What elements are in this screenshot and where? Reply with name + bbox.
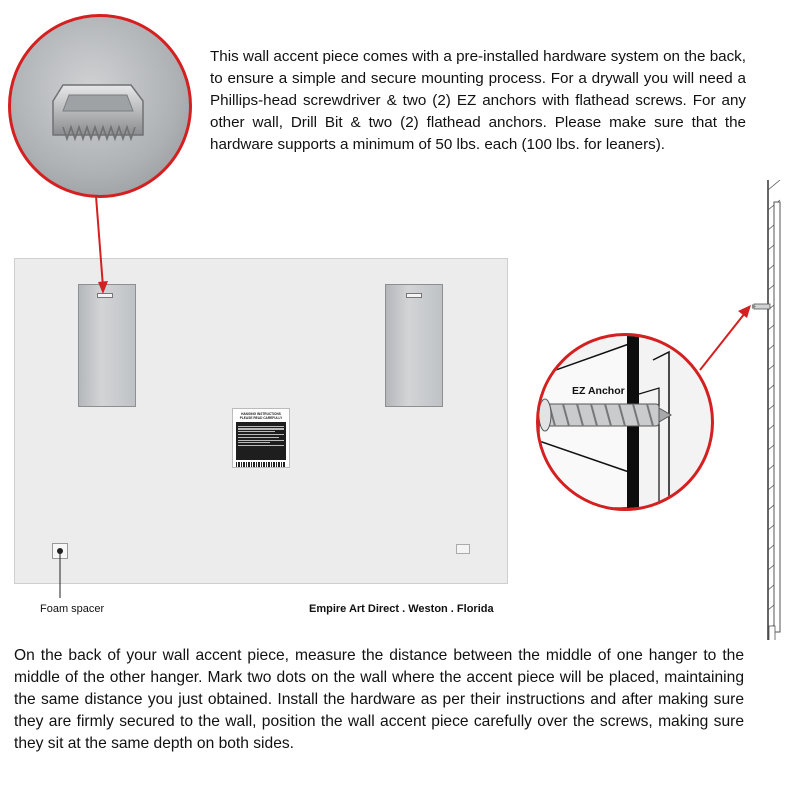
intro-paragraph: This wall accent piece comes with a pre-installed hardware system on the back, to ensure a simple and secure mounting process. For a drywall you will need a Phillips-head screwdriver & two (2) EZ anchors with flathead screws. For any other wall, Drill Bit & two (2) flathead anchors. Please make sure that the hardware supports a minimum of 50 lbs. each (100 lbs. for leaners). (210, 48, 746, 153)
wall-side-view (738, 180, 798, 640)
ez-anchor-screw-icon (539, 399, 671, 431)
brand-line: Empire Art Direct . Weston . Florida (309, 603, 494, 615)
wall-cross-section (539, 336, 711, 508)
outro-paragraph: On the back of your wall accent piece, measure the distance between the middle of one hanger to the middle of the other hanger. Mark two dots on the wall where the accent piece will be placed, maintaining the same distance you just obtained. Install the hardware as per their instructions and after making sure they are firmly secured to the wall, position the wall accent piece carefully over the screws, making sure they sit at the same depth on both sides. (14, 647, 744, 752)
arrowhead-icon (98, 281, 108, 294)
ez-anchor-zoom-callout (536, 333, 714, 511)
screw-icon (752, 304, 770, 309)
ez-anchor-label: EZ Anchor (572, 385, 625, 397)
sticker-title: HANGING INSTRUCTIONS PLEASE READ CAREFULLY (239, 412, 283, 420)
zoom-to-hanger-arrow (96, 196, 103, 287)
foam-spacer-caption: Foam spacer (40, 603, 105, 615)
